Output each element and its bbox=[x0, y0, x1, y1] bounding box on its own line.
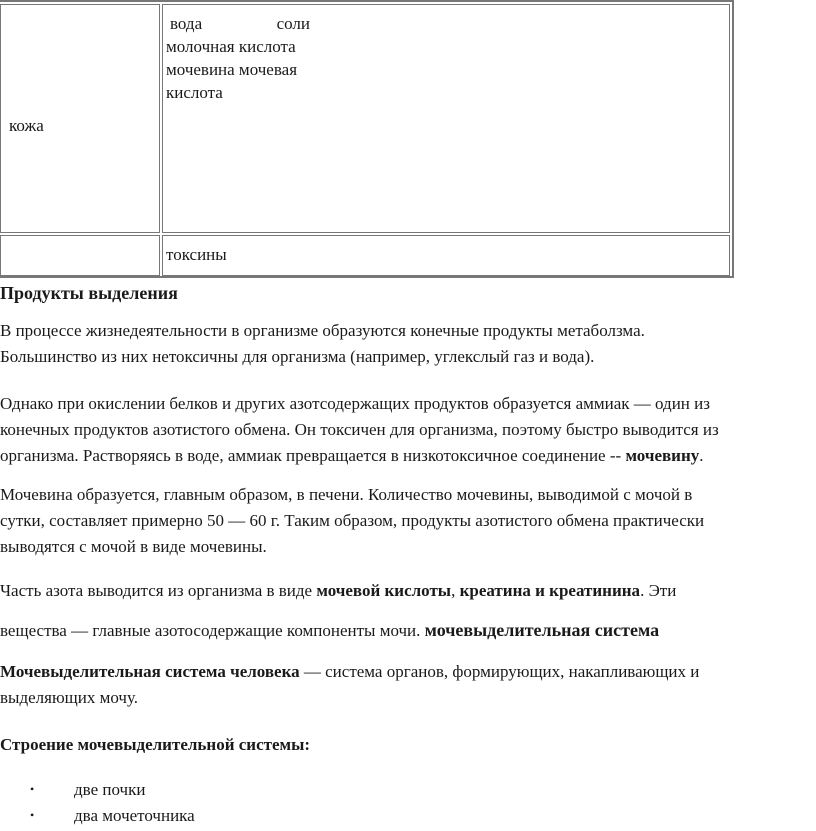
product-toxins: токсины bbox=[166, 245, 227, 264]
text-run: Часть азота выводится из организма в виде bbox=[0, 581, 313, 600]
table-cell-organ-skin bbox=[0, 4, 160, 233]
bold-term-creatine: креатина и креатинина bbox=[459, 581, 641, 600]
paragraph-line: Однако при окислении белков и других азотсодержащих продуктов образуется аммиак — один из bbox=[0, 394, 710, 413]
products-line-4: кислота bbox=[166, 83, 223, 102]
paragraph-line: выводятся с мочой в виде мочевины. bbox=[0, 537, 267, 556]
table-cell-products-toxins bbox=[162, 235, 730, 276]
list-item-text: две почки bbox=[74, 780, 146, 799]
structure-title bbox=[0, 732, 310, 758]
paragraph-line: выделяющих мочу. bbox=[0, 688, 139, 707]
paragraph-2 bbox=[0, 391, 719, 469]
text-run: организма. Растворяясь в воде, аммиак превращается в низкотоксичное соединение -- bbox=[0, 446, 622, 465]
list-item bbox=[30, 804, 195, 827]
product-salts: соли bbox=[276, 14, 310, 33]
paragraph-line: сутки, составляет примерно 50 — 60 г. Таким образом, продукты азотистого обмена практически bbox=[0, 511, 705, 530]
paragraph-line: Большинство из них нетоксичны для организма (например, углекслый газ и вода). bbox=[0, 347, 595, 366]
paragraph-4-line-1 bbox=[0, 578, 676, 604]
excretion-table bbox=[0, 0, 734, 278]
text-run: вещества — главные азотосодержащие компоненты мочи. bbox=[0, 621, 421, 640]
products-line-1 bbox=[166, 12, 310, 35]
paragraph-5 bbox=[0, 659, 699, 711]
paragraph-line: В процессе жизнедеятельности в организме образуются конечные продукты метаболзма. bbox=[0, 321, 645, 340]
bold-term-urea: мочевину bbox=[625, 446, 700, 465]
bold-term-definition: Мочевыделительная система человека bbox=[0, 662, 300, 681]
paragraph-3 bbox=[0, 482, 704, 560]
bold-term-urinary-system: мочевыделительная система bbox=[424, 620, 660, 640]
paragraph-4-line-2 bbox=[0, 617, 659, 644]
text-run: — система органов, формирующих, накапливающих и bbox=[303, 662, 700, 681]
bold-term-uric-acid: мочевой кислоты bbox=[316, 581, 452, 600]
paragraph-line: конечных продуктов азотистого обмена. Он токсичен для организма, поэтому быстро выводится из bbox=[0, 420, 719, 439]
list-item bbox=[30, 778, 145, 801]
products-line-2: молочная кислота bbox=[166, 37, 296, 56]
bullet-icon: • bbox=[30, 782, 35, 796]
product-water: вода bbox=[170, 14, 203, 33]
paragraph-1 bbox=[0, 318, 645, 370]
text-run: , bbox=[451, 581, 456, 600]
paragraph-line bbox=[0, 443, 719, 469]
paragraph-line bbox=[0, 659, 699, 685]
bullet-icon: • bbox=[30, 808, 35, 822]
section-title: Продукты выделения bbox=[0, 283, 178, 303]
products-list bbox=[166, 12, 310, 104]
text-run: . Эти bbox=[640, 581, 677, 600]
list-item-text: два мочеточника bbox=[74, 806, 195, 825]
paragraph-line: Мочевина образуется, главным образом, в печени. Количество мочевины, выводимой с мочой в bbox=[0, 485, 693, 504]
structure-title-text: Строение мочевыделительной системы: bbox=[0, 735, 311, 754]
organ-label: кожа bbox=[9, 116, 44, 135]
text-run: . bbox=[699, 446, 704, 465]
table-cell-organ-empty bbox=[0, 235, 160, 276]
products-line-3: мочевина мочевая bbox=[166, 60, 298, 79]
table-cell-products-skin bbox=[162, 4, 730, 233]
